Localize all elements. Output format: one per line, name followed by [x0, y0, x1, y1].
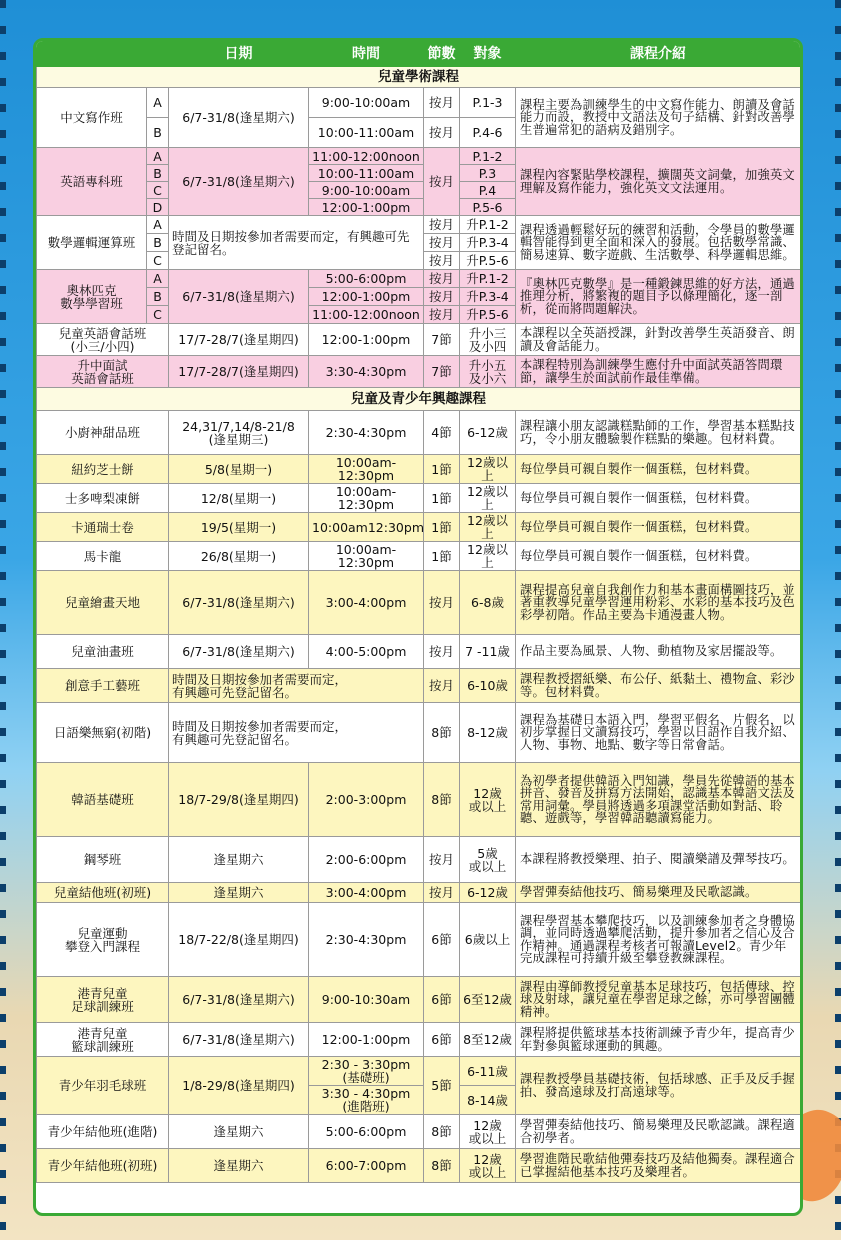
- class-code: A: [147, 216, 169, 234]
- course-name-line1: 奧林匹克: [66, 282, 117, 298]
- course-target: 6至12歲: [460, 977, 516, 1023]
- course-name: 韓語基礎班: [37, 763, 169, 837]
- course-schedule-card: [33, 38, 803, 1216]
- course-target: 12歲 或以上: [460, 1115, 516, 1149]
- table-header-row: [37, 42, 801, 67]
- course-date: 6/7-31/8(逢星期六): [169, 1023, 309, 1057]
- course-time: 11:00-12:00noon: [309, 148, 424, 165]
- course-date: 19/5(星期一): [169, 513, 309, 542]
- course-date: 時間及日期按參加者需要而定，有興趣可先登記留名。: [169, 216, 424, 270]
- course-target: 升P.3-4: [460, 234, 516, 252]
- course-name: 港青兒童 籃球訓練班: [37, 1023, 169, 1057]
- course-name: 兒童結他班(初班): [37, 883, 169, 903]
- course-date: 6/7-31/8(逢星期六): [169, 88, 309, 148]
- course-target: 升P.1-2: [460, 270, 516, 288]
- course-description: 每位學員可親自製作一個蛋糕，包材料費。: [516, 513, 801, 542]
- table-row: [37, 411, 801, 455]
- course-sessions: 6節: [424, 977, 460, 1023]
- table-row: [37, 669, 801, 703]
- course-name-line2: 英語會話班: [71, 370, 134, 386]
- class-code: A: [147, 270, 169, 288]
- course-description: 課程主要為訓練學生的中文寫作能力、朗讀及會話能力而設，教授中文語法及句子結構、針對改善學生普遍常犯的語病及錯別字。: [516, 88, 801, 148]
- class-code: B: [147, 288, 169, 306]
- course-date: 6/7-31/8(逢星期六): [169, 635, 309, 669]
- course-sessions: 8節: [424, 763, 460, 837]
- table-row: [37, 837, 801, 883]
- course-time: 10:00-11:00am: [309, 165, 424, 182]
- course-description: 課程將提供籃球基本技術訓練予青少年，提高青少年對參與籃球運動的興趣。: [516, 1023, 801, 1057]
- table-row: [37, 763, 801, 837]
- section-interest-title: 兒童及青少年興趣課程: [37, 388, 801, 411]
- course-name: 青少年羽毛球班: [37, 1057, 169, 1115]
- header-date: 日期: [169, 42, 309, 67]
- course-target: 6-12歲: [460, 883, 516, 903]
- class-code: A: [147, 88, 169, 118]
- course-time: 10:00am12:30pm: [309, 513, 424, 542]
- course-sessions: 1節: [424, 542, 460, 571]
- course-time: 9:00-10:00am: [309, 88, 424, 118]
- course-sessions: 按月: [424, 88, 460, 118]
- course-name: 鋼琴班: [37, 837, 169, 883]
- table-row: [37, 216, 801, 234]
- header-name: [37, 42, 169, 67]
- course-name: 小廚神甜品班: [37, 411, 169, 455]
- course-time: 2:30 - 3:30pm (基礎班): [309, 1057, 424, 1086]
- course-date: 26/8(星期一): [169, 542, 309, 571]
- course-target: 5歲 或以上: [460, 837, 516, 883]
- course-target: 8-12歲: [460, 703, 516, 763]
- table-row: [37, 88, 801, 118]
- course-description: 每位學員可親自製作一個蛋糕，包材料費。: [516, 542, 801, 571]
- course-target: P.4-6: [460, 118, 516, 148]
- course-time: 6:00-7:00pm: [309, 1149, 424, 1183]
- course-target: 8至12歲: [460, 1023, 516, 1057]
- course-time: 9:00-10:30am: [309, 977, 424, 1023]
- course-description: 學習彈奏結他技巧、簡易樂理及民歌認識。課程適合初學者。: [516, 1115, 801, 1149]
- table-row: [37, 484, 801, 513]
- course-time: 10:00-11:00am: [309, 118, 424, 148]
- course-sessions: 按月: [424, 669, 460, 703]
- course-date: 逢星期六: [169, 1115, 309, 1149]
- table-row: [37, 270, 801, 288]
- course-date: 18/7-22/8(逢星期四): [169, 903, 309, 977]
- course-sessions: 8節: [424, 703, 460, 763]
- course-time: 10:00am-12:30pm: [309, 542, 424, 571]
- course-description: 為初學者提供韓語入門知識，學員先從韓語的基本拼音、發音及拼寫方法開始，認識基本韓語文法及常用詞彙。學員將透過多項課堂活動如對話、聆聽、遊戲等，學習韓語聽讀寫能力。: [516, 763, 801, 837]
- class-code: B: [147, 234, 169, 252]
- course-description: 每位學員可親自製作一個蛋糕，包材料費。: [516, 484, 801, 513]
- course-name: 馬卡龍: [37, 542, 169, 571]
- course-time: 4:00-5:00pm: [309, 635, 424, 669]
- table-row: [37, 883, 801, 903]
- section-title-row: [37, 388, 801, 411]
- course-target: 12歲以上: [460, 542, 516, 571]
- class-code: B: [147, 118, 169, 148]
- course-description: 課程透過輕鬆好玩的練習和活動，令學員的數學邏輯智能得到更全面和深入的發展。包括數學常識、簡易速算、數字遊戲、生活數學、科學邏輯思維。: [516, 216, 801, 270]
- class-code: B: [147, 165, 169, 182]
- table-row: [37, 1115, 801, 1149]
- course-target: 12歲 或以上: [460, 1149, 516, 1183]
- section-academic-title: 兒童學術課程: [37, 67, 801, 88]
- course-name: [37, 270, 147, 324]
- course-date: 17/7-28/7(逢星期四): [169, 324, 309, 356]
- target-line2: 及小六: [468, 370, 507, 386]
- table-row: [37, 513, 801, 542]
- class-code: A: [147, 148, 169, 165]
- course-target: P.5-6: [460, 199, 516, 216]
- course-target: 6-12歲: [460, 411, 516, 455]
- course-target: P.1-3: [460, 88, 516, 118]
- course-sessions: 5節: [424, 1057, 460, 1115]
- binding-holes-left: [0, 0, 6, 1240]
- course-name: [37, 324, 169, 356]
- course-sessions: 7節: [424, 324, 460, 356]
- course-date: 12/8(星期一): [169, 484, 309, 513]
- course-time: 12:00-1:00pm: [309, 288, 424, 306]
- course-name: [37, 356, 169, 388]
- header-time: 時間: [309, 42, 424, 67]
- course-time: 3:00-4:00pm: [309, 883, 424, 903]
- course-date: 6/7-31/8(逢星期六): [169, 270, 309, 324]
- course-name: 中文寫作班: [37, 88, 147, 148]
- table-row: [37, 1057, 801, 1086]
- course-name: 卡通瑞士卷: [37, 513, 169, 542]
- table-row: [37, 571, 801, 635]
- course-name: 紐約芝士餅: [37, 455, 169, 484]
- header-sessions: 節數: [424, 42, 460, 67]
- course-sessions: 1節: [424, 455, 460, 484]
- course-description: 課程內容緊貼學校課程，擴闊英文詞彙，加強英文理解及寫作能力，強化英文文法運用。: [516, 148, 801, 216]
- course-description: 每位學員可親自製作一個蛋糕，包材料費。: [516, 455, 801, 484]
- table-row: [37, 356, 801, 388]
- course-time: 10:00am-12:30pm: [309, 484, 424, 513]
- course-name: 兒童繪畫天地: [37, 571, 169, 635]
- course-date: 6/7-31/8(逢星期六): [169, 148, 309, 216]
- course-sessions: 4節: [424, 411, 460, 455]
- table-row: [37, 542, 801, 571]
- course-name: 兒童油畫班: [37, 635, 169, 669]
- course-description: 學習進階民歌結他彈奏技巧及結他獨奏。課程適合已掌握結他基本技巧及樂理者。: [516, 1149, 801, 1183]
- target-line1: 升小三: [468, 325, 507, 341]
- course-name: 青少年結他班(進階): [37, 1115, 169, 1149]
- course-target: 7 -11歲: [460, 635, 516, 669]
- course-time: 5:00-6:00pm: [309, 1115, 424, 1149]
- course-target: 12歲 或以上: [460, 763, 516, 837]
- class-code: D: [147, 199, 169, 216]
- course-time: 3:30 - 4:30pm (進階班): [309, 1086, 424, 1115]
- course-name-line1: 兒童英語會話班: [58, 325, 147, 341]
- course-date: 時間及日期按參加者需要而定， 有興趣可先登記留名。: [169, 703, 424, 763]
- target-line1: 升小五: [468, 357, 507, 373]
- course-date: 逢星期六: [169, 1149, 309, 1183]
- course-target: 6-10歲: [460, 669, 516, 703]
- course-target: 升P.5-6: [460, 252, 516, 270]
- course-description: 學習彈奏結他技巧、簡易樂理及民歌認識。: [516, 883, 801, 903]
- course-sessions: 按月: [424, 883, 460, 903]
- target-line2: 及小四: [468, 338, 507, 354]
- course-name: 士多啤梨凍餅: [37, 484, 169, 513]
- course-date: 18/7-29/8(逢星期四): [169, 763, 309, 837]
- course-sessions: 8節: [424, 1115, 460, 1149]
- course-table: [36, 41, 801, 1183]
- course-sessions: 1節: [424, 513, 460, 542]
- course-sessions: 按月: [424, 148, 460, 216]
- course-target: 升P.5-6: [460, 306, 516, 324]
- course-target: 6歲以上: [460, 903, 516, 977]
- header-target: 對象: [460, 42, 516, 67]
- course-target: 8-14歲: [460, 1086, 516, 1115]
- course-date: 逢星期六: [169, 837, 309, 883]
- course-date: 逢星期六: [169, 883, 309, 903]
- course-target: 12歲以上: [460, 455, 516, 484]
- course-sessions: 7節: [424, 356, 460, 388]
- course-target: [460, 324, 516, 356]
- course-time: 11:00-12:00noon: [309, 306, 424, 324]
- course-sessions: 按月: [424, 216, 460, 234]
- course-date: 時間及日期按參加者需要而定， 有興趣可先登記留名。: [169, 669, 424, 703]
- binding-holes-right: [835, 0, 841, 1240]
- course-name: 數學邏輯運算班: [37, 216, 147, 270]
- course-time: 2:30-4:30pm: [309, 411, 424, 455]
- table-row: [37, 1023, 801, 1057]
- table-row: [37, 903, 801, 977]
- course-time: 9:00-10:00am: [309, 182, 424, 199]
- course-description: 課程由導師教授兒童基本足球技巧，包括傳球、控球及射球，讓兒童在學習足球之餘，亦可學習團體精神。: [516, 977, 801, 1023]
- course-sessions: 按月: [424, 571, 460, 635]
- course-sessions: 6節: [424, 1023, 460, 1057]
- course-sessions: 按月: [424, 118, 460, 148]
- table-row: [37, 635, 801, 669]
- header-intro: 課程介紹: [516, 42, 801, 67]
- course-date: 17/7-28/7(逢星期四): [169, 356, 309, 388]
- course-time: 2:00-6:00pm: [309, 837, 424, 883]
- course-target: 12歲以上: [460, 513, 516, 542]
- course-name: 英語專科班: [37, 148, 147, 216]
- class-code: C: [147, 252, 169, 270]
- course-name: 兒童運動 攀登入門課程: [37, 903, 169, 977]
- course-sessions: 按月: [424, 837, 460, 883]
- table-row: [37, 324, 801, 356]
- course-name-line2: 數學學習班: [60, 295, 123, 311]
- table-row: [37, 977, 801, 1023]
- course-name: 青少年結他班(初班): [37, 1149, 169, 1183]
- course-target: P.1-2: [460, 148, 516, 165]
- course-date: 6/7-31/8(逢星期六): [169, 977, 309, 1023]
- course-description: 本課程特別為訓練學生應付升中面試英語答問環節，讓學生於面試前作最佳準備。: [516, 356, 801, 388]
- class-code: C: [147, 182, 169, 199]
- course-target: 升P.3-4: [460, 288, 516, 306]
- course-description: 課程教授學員基礎技術，包括球感、正手及反手握拍、發高遠球及打高遠球等。: [516, 1057, 801, 1115]
- course-sessions: 按月: [424, 252, 460, 270]
- course-time: 3:00-4:00pm: [309, 571, 424, 635]
- table-row: [37, 703, 801, 763]
- course-time: 2:30-4:30pm: [309, 903, 424, 977]
- course-date: 6/7-31/8(逢星期六): [169, 571, 309, 635]
- course-target: P.4: [460, 182, 516, 199]
- course-description: 課程為基礎日本語入門，學習平假名、片假名，以初步掌握日文讀寫技巧，學習以日語作自我介紹、人物、事物、地點、數字等日常會話。: [516, 703, 801, 763]
- course-name: 創意手工藝班: [37, 669, 169, 703]
- course-time: 12:00-1:00pm: [309, 199, 424, 216]
- course-name-line1: 升中面試: [77, 357, 128, 373]
- course-name-line2: (小三/小四): [70, 338, 135, 354]
- table-row: [37, 455, 801, 484]
- course-name: 日語樂無窮(初階): [37, 703, 169, 763]
- course-time: 12:00-1:00pm: [309, 324, 424, 356]
- course-sessions: 8節: [424, 1149, 460, 1183]
- course-time: 2:00-3:00pm: [309, 763, 424, 837]
- course-description: 『奧林匹克數學』是一種鍛鍊思維的好方法，通過推理分析，將繁複的題目予以條理簡化，逐一剖析，從而將問題解決。: [516, 270, 801, 324]
- course-time: 10:00am-12:30pm: [309, 455, 424, 484]
- course-sessions: 按月: [424, 288, 460, 306]
- section-title-row: [37, 67, 801, 88]
- course-time: 5:00-6:00pm: [309, 270, 424, 288]
- course-sessions: 按月: [424, 635, 460, 669]
- course-date: 1/8-29/8(逢星期四): [169, 1057, 309, 1115]
- course-time: 3:30-4:30pm: [309, 356, 424, 388]
- course-description: 課程讓小朋友認識糕點師的工作，學習基本糕點技巧，令小朋友體驗製作糕點的樂趣。包材料費。: [516, 411, 801, 455]
- course-target: 6-11歲: [460, 1057, 516, 1086]
- course-target: 12歲以上: [460, 484, 516, 513]
- course-sessions: 按月: [424, 270, 460, 288]
- table-row: [37, 148, 801, 165]
- course-target: 升P.1-2: [460, 216, 516, 234]
- course-time: 12:00-1:00pm: [309, 1023, 424, 1057]
- class-code: C: [147, 306, 169, 324]
- course-name: 港青兒童 足球訓練班: [37, 977, 169, 1023]
- course-date: 24,31/7,14/8-21/8 (逢星期三): [169, 411, 309, 455]
- course-target: P.3: [460, 165, 516, 182]
- course-date: 5/8(星期一): [169, 455, 309, 484]
- course-description: 課程教授摺紙樂、布公仔、紙黏土、禮物盒、彩沙等。包材料費。: [516, 669, 801, 703]
- course-description: 課程提高兒童自我創作力和基本畫面構圖技巧，並著重教導兒童學習運用粉彩、水彩的基本技巧及色彩學初階。作品主要為卡通漫畫人物。: [516, 571, 801, 635]
- course-description: 本課程以全英語授課，針對改善學生英語發音、朗讀及會話能力。: [516, 324, 801, 356]
- course-description: 本課程將教授樂理、拍子、閱讀樂譜及彈琴技巧。: [516, 837, 801, 883]
- course-target: [460, 356, 516, 388]
- course-description: 作品主要為風景、人物、動植物及家居擺設等。: [516, 635, 801, 669]
- course-sessions: 按月: [424, 234, 460, 252]
- course-sessions: 按月: [424, 306, 460, 324]
- course-sessions: 1節: [424, 484, 460, 513]
- course-target: 6-8歲: [460, 571, 516, 635]
- course-description: 課程學習基本攀爬技巧，以及訓練參加者之身體協調，並同時透過攀爬活動，提升參加者之信心及合作精神。通過課程考核者可報讀Level2。青少年完成課程可持續升級至攀登教練課程。: [516, 903, 801, 977]
- course-sessions: 6節: [424, 903, 460, 977]
- table-row: [37, 1149, 801, 1183]
